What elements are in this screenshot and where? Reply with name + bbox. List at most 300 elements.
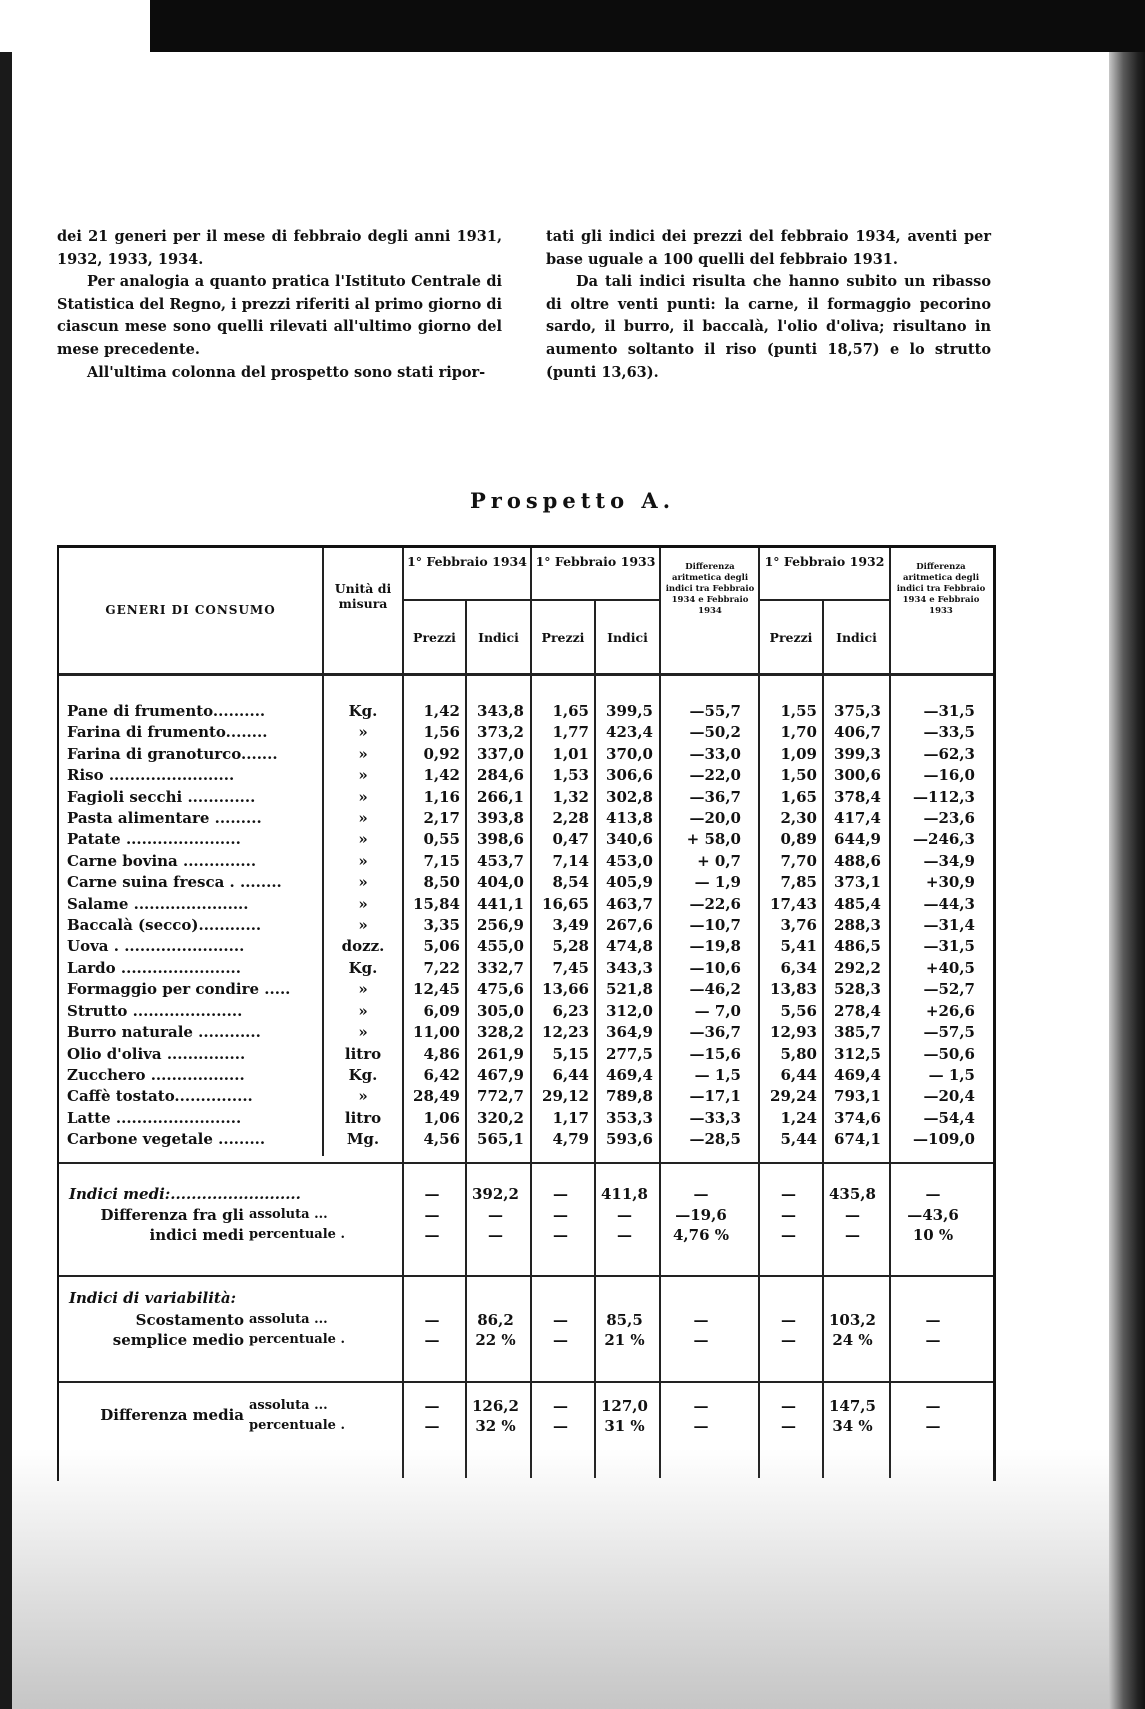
table-cell: 5,41 bbox=[780, 937, 817, 956]
summary-cell: —19,6 bbox=[675, 1206, 727, 1224]
table-cell: 404,0 bbox=[477, 873, 524, 892]
table-cell: 1,32 bbox=[552, 787, 589, 806]
table-cell: —50,2 bbox=[689, 723, 741, 742]
table-cell: 378,4 bbox=[834, 787, 881, 806]
summary-cell: — bbox=[781, 1226, 796, 1244]
summary-cell: — bbox=[925, 1397, 941, 1415]
summary-cell: — bbox=[424, 1311, 440, 1329]
table-row-label: Baccalà (secco)............ bbox=[67, 916, 262, 935]
table-cell: —22,6 bbox=[689, 894, 741, 913]
indici-medi-label: Indici medi:......................... bbox=[69, 1185, 301, 1203]
table-cell: 6,23 bbox=[552, 1001, 589, 1020]
table-cell: 772,7 bbox=[477, 1087, 524, 1106]
table-cell: 373,2 bbox=[477, 723, 524, 742]
summary-cell: — bbox=[925, 1311, 941, 1329]
table-cell: 521,8 bbox=[606, 980, 653, 999]
table-cell: — 7,0 bbox=[694, 1001, 741, 1020]
diff-medi-label: Differenza fra gli indici medi bbox=[100, 1206, 244, 1244]
summary-cell: — bbox=[488, 1226, 503, 1244]
table-cell: 6,44 bbox=[552, 1065, 589, 1084]
table-cell: 8,54 bbox=[552, 873, 589, 892]
table-cell: 3,76 bbox=[780, 916, 817, 935]
diff-media-sub bbox=[249, 1396, 345, 1436]
table-cell: —16,0 bbox=[923, 766, 975, 785]
table-row-label: Carbone vegetale ......... bbox=[67, 1130, 266, 1149]
table-cell: —54,4 bbox=[923, 1108, 975, 1127]
table-cell: litro bbox=[344, 1108, 382, 1127]
variabilita-label: Indici di variabilità: bbox=[69, 1289, 237, 1307]
table-row-label: Pasta alimentare ......... bbox=[67, 809, 262, 828]
table-cell: 486,5 bbox=[834, 937, 881, 956]
table-cell: 29,24 bbox=[770, 1087, 817, 1106]
table-cell: 312,5 bbox=[834, 1044, 881, 1063]
summary-cell: — bbox=[553, 1311, 568, 1329]
table-cell: —57,5 bbox=[923, 1023, 975, 1042]
table-cell: 374,6 bbox=[834, 1108, 881, 1127]
paragraph: All'ultima colonna del prospetto sono stati ripor- bbox=[87, 363, 486, 381]
table-cell: —23,6 bbox=[923, 809, 975, 828]
table-cell: » bbox=[358, 809, 368, 828]
paragraph: Per analogia a quanto pratica l'Istituto Centrale di Statistica del Regno, i prezzi riferiti al primo giorno di ciascun mese sono quelli rilevati all'ultimo giorno del mese precedente. bbox=[57, 273, 502, 358]
table-cell: 423,4 bbox=[606, 723, 653, 742]
table-cell: 453,0 bbox=[606, 851, 653, 870]
label-assoluto: assoluta ... bbox=[249, 1312, 328, 1327]
table-cell: 312,0 bbox=[606, 1001, 653, 1020]
table-row-label: Farina di granoturco....... bbox=[67, 744, 278, 763]
table-cell: —10,6 bbox=[689, 958, 741, 977]
summary-cell: — bbox=[693, 1185, 709, 1203]
table-cell: 328,2 bbox=[477, 1023, 524, 1042]
summary-cell: — bbox=[424, 1226, 440, 1244]
table-cell: 292,2 bbox=[834, 958, 881, 977]
summary-cell: — bbox=[925, 1417, 941, 1435]
table-cell: 405,9 bbox=[606, 873, 653, 892]
table-cell: Kg. bbox=[348, 1065, 378, 1084]
table-cell: 2,28 bbox=[552, 809, 589, 828]
paragraph: Da tali indici risulta che hanno subito un ribasso di oltre venti punti: la carne, il formaggio pecorino sardo, il burro, il baccalà, l'olio d'oliva; risultano in aumento soltanto il riso (punti 18,57) e lo strutto (punti 13,63). bbox=[546, 273, 991, 381]
table-cell: 528,3 bbox=[834, 980, 881, 999]
header-indici-32: Indici bbox=[836, 630, 877, 645]
table-cell: 0,55 bbox=[423, 830, 460, 849]
table-row-label: Carne bovina .............. bbox=[67, 851, 257, 870]
header-feb1934: 1° Febbraio 1934 bbox=[407, 554, 527, 569]
table-cell: 467,9 bbox=[477, 1065, 524, 1084]
table-cell: » bbox=[358, 851, 368, 870]
table-cell: 455,0 bbox=[477, 937, 524, 956]
table-cell: 2,30 bbox=[780, 809, 817, 828]
table-cell: —46,2 bbox=[689, 980, 741, 999]
table-cell: 332,7 bbox=[477, 958, 524, 977]
table-cell: —17,1 bbox=[689, 1087, 741, 1106]
table-cell: 417,4 bbox=[834, 809, 881, 828]
table-cell: 7,22 bbox=[423, 958, 460, 977]
table-cell: + 58,0 bbox=[686, 830, 741, 849]
table-cell: 7,85 bbox=[780, 873, 817, 892]
table-cell: 413,8 bbox=[606, 809, 653, 828]
summary-cell: 21 % bbox=[604, 1331, 645, 1349]
scan-left-border bbox=[0, 52, 12, 1709]
table-row-label: Riso ........................ bbox=[67, 766, 235, 785]
table-cell: 305,0 bbox=[477, 1001, 524, 1020]
table-cell: 1,06 bbox=[423, 1108, 460, 1127]
table-cell: —44,3 bbox=[923, 894, 975, 913]
table-cell: » bbox=[358, 1023, 368, 1042]
table-cell: 12,93 bbox=[770, 1023, 817, 1042]
table-cell: 375,3 bbox=[834, 702, 881, 720]
table-cell: 266,1 bbox=[477, 787, 524, 806]
table-cell: 398,6 bbox=[477, 830, 524, 849]
table-cell: 288,3 bbox=[834, 916, 881, 935]
table-cell: + 0,7 bbox=[697, 851, 741, 870]
table-cell: 593,6 bbox=[606, 1130, 653, 1149]
table-cell: 364,9 bbox=[606, 1023, 653, 1042]
table-cell: 256,9 bbox=[477, 916, 524, 935]
table-row-label: Olio d'oliva ............... bbox=[67, 1044, 246, 1063]
summary-cell: — bbox=[424, 1206, 440, 1224]
table-cell: 28,49 bbox=[413, 1087, 460, 1106]
header-prezzi-32: Prezzi bbox=[769, 630, 813, 645]
table-cell: 370,0 bbox=[606, 744, 653, 763]
table-cell: 1,53 bbox=[552, 766, 589, 785]
table-cell: 7,45 bbox=[552, 958, 589, 977]
prospetto-table bbox=[57, 545, 996, 1481]
table-cell: Kg. bbox=[348, 702, 378, 720]
table-cell: 5,44 bbox=[780, 1130, 817, 1149]
label-assoluta: assoluta ... bbox=[249, 1207, 328, 1222]
table-cell: » bbox=[358, 723, 368, 742]
table-cell: —246,3 bbox=[913, 830, 975, 849]
scan-right-border bbox=[1109, 52, 1145, 1709]
summary-cell: 34 % bbox=[832, 1417, 873, 1435]
table-cell: 284,6 bbox=[477, 766, 524, 785]
summary-cell: — bbox=[424, 1397, 440, 1415]
table-cell: —31,4 bbox=[923, 916, 975, 935]
table-cell: —33,3 bbox=[689, 1108, 741, 1127]
table-row-label: Formaggio per condire ..... bbox=[67, 980, 291, 999]
table-cell: 565,1 bbox=[477, 1130, 524, 1149]
table-cell: 373,1 bbox=[834, 873, 881, 892]
table-cell: 1,70 bbox=[780, 723, 817, 742]
label-percentuale: percentuale . bbox=[249, 1332, 345, 1347]
table-cell: —33,5 bbox=[923, 723, 975, 742]
table-cell: 1,65 bbox=[552, 702, 589, 720]
table-cell: —31,5 bbox=[923, 702, 975, 720]
table-row-label: Fagioli secchi ............. bbox=[67, 787, 256, 806]
table-cell: —20,4 bbox=[923, 1087, 975, 1106]
summary-cell: 147,5 bbox=[829, 1397, 876, 1415]
summary-cell: — bbox=[781, 1397, 796, 1415]
table-cell: 7,70 bbox=[780, 851, 817, 870]
table-row-label: Lardo ....................... bbox=[67, 958, 241, 977]
text-column-left bbox=[57, 226, 502, 384]
table-cell: 474,8 bbox=[606, 937, 653, 956]
header-diff-2: Differenza aritmetica degli indici tra Febbraio 1934 e Febbraio 1933 bbox=[896, 562, 986, 616]
table-cell: 1,09 bbox=[780, 744, 817, 763]
table-cell: 343,8 bbox=[477, 702, 524, 720]
table-cell: 5,06 bbox=[423, 937, 460, 956]
label-percentuale: percentuale . bbox=[249, 1227, 345, 1242]
table-cell: » bbox=[358, 916, 368, 935]
table-cell: —33,0 bbox=[689, 744, 741, 763]
table-cell: 1,17 bbox=[552, 1108, 589, 1127]
table-cell: 485,4 bbox=[834, 894, 881, 913]
table-cell: » bbox=[358, 980, 368, 999]
table-cell: 5,28 bbox=[552, 937, 589, 956]
table-cell: 5,56 bbox=[780, 1001, 817, 1020]
table-cell: 488,6 bbox=[834, 851, 881, 870]
table-cell: 1,77 bbox=[552, 723, 589, 742]
table-cell: 337,0 bbox=[477, 744, 524, 763]
summary-cell: — bbox=[617, 1206, 632, 1224]
summary-cell: 4,76 % bbox=[672, 1226, 729, 1244]
table-cell: » bbox=[358, 766, 368, 785]
table-cell: 6,09 bbox=[423, 1001, 460, 1020]
table-cell: 340,6 bbox=[606, 830, 653, 849]
table-cell: 789,8 bbox=[606, 1087, 653, 1106]
table-cell: —36,7 bbox=[689, 787, 741, 806]
header-feb1932: 1° Febbraio 1932 bbox=[764, 554, 885, 569]
table-cell: —55,7 bbox=[689, 702, 741, 720]
table-cell: 12,45 bbox=[413, 980, 460, 999]
table-cell: 441,1 bbox=[477, 894, 524, 913]
table-cell: +30,9 bbox=[925, 873, 975, 892]
scostamento-label: Scostamento semplice medio bbox=[112, 1311, 244, 1349]
table-cell: 16,65 bbox=[542, 894, 589, 913]
summary-cell: — bbox=[845, 1206, 860, 1224]
table-row-label: Patate ...................... bbox=[67, 830, 241, 849]
summary-cell: — bbox=[925, 1331, 941, 1349]
table-cell: —112,3 bbox=[913, 787, 975, 806]
table-cell: — 1,5 bbox=[928, 1065, 975, 1084]
table-cell: 1,50 bbox=[780, 766, 817, 785]
table-row-label: Pane di frumento.......... bbox=[67, 702, 266, 720]
summary-cell: 103,2 bbox=[829, 1311, 876, 1329]
table-cell: 399,5 bbox=[606, 702, 653, 720]
summary-cell: — bbox=[845, 1226, 860, 1244]
label-assoluta: assoluta ... bbox=[249, 1398, 328, 1413]
table-cell: — 1,5 bbox=[694, 1065, 741, 1084]
table-cell: 4,79 bbox=[552, 1130, 589, 1149]
table-cell: 644,9 bbox=[834, 830, 881, 849]
table-cell: —36,7 bbox=[689, 1023, 741, 1042]
table-cell: » bbox=[358, 873, 368, 892]
paragraph: dei 21 generi per il mese di febbraio degli anni 1931, 1932, 1933, 1934. bbox=[57, 228, 502, 268]
table-cell: 1,65 bbox=[780, 787, 817, 806]
table-cell: » bbox=[358, 830, 368, 849]
summary-cell: — bbox=[781, 1206, 796, 1224]
summary-cell: 86,2 bbox=[477, 1311, 514, 1329]
table-cell: 1,42 bbox=[423, 766, 460, 785]
table-cell: 469,4 bbox=[606, 1065, 653, 1084]
table-cell: 7,14 bbox=[552, 851, 589, 870]
table-cell: 2,17 bbox=[423, 809, 460, 828]
table-cell: 261,9 bbox=[477, 1044, 524, 1063]
table-cell: 1,24 bbox=[780, 1108, 817, 1127]
summary-cell: — bbox=[693, 1417, 709, 1435]
table-cell: 393,8 bbox=[477, 809, 524, 828]
summary-cell: — bbox=[617, 1226, 632, 1244]
summary-cell: — bbox=[553, 1397, 568, 1415]
summary-cell: 24 % bbox=[832, 1331, 873, 1349]
header-generi: GENERI DI CONSUMO bbox=[105, 603, 276, 617]
summary-cell: — bbox=[424, 1331, 440, 1349]
summary-cell: — bbox=[781, 1331, 796, 1349]
summary-cell: — bbox=[424, 1185, 440, 1203]
table-cell: 1,16 bbox=[423, 787, 460, 806]
table-cell: 277,5 bbox=[606, 1044, 653, 1063]
table-cell: 4,56 bbox=[423, 1130, 460, 1149]
table-cell: 406,7 bbox=[834, 723, 881, 742]
table-cell: 399,3 bbox=[834, 744, 881, 763]
summary-cell: — bbox=[553, 1226, 568, 1244]
summary-cell: 85,5 bbox=[606, 1311, 643, 1329]
table-cell: 343,3 bbox=[606, 958, 653, 977]
table-row-label: Farina di frumento........ bbox=[67, 723, 268, 742]
table-row-label: Burro naturale ............ bbox=[67, 1023, 261, 1042]
summary-cell: — bbox=[693, 1397, 709, 1415]
table-cell: 1,55 bbox=[780, 702, 817, 720]
scan-top-border bbox=[0, 0, 1145, 52]
table-cell: 320,2 bbox=[477, 1108, 524, 1127]
header-unita: Unità di misura bbox=[334, 581, 392, 611]
table-cell: —22,0 bbox=[689, 766, 741, 785]
table-title: Prospetto A. bbox=[469, 488, 676, 513]
table-cell: 674,1 bbox=[834, 1130, 881, 1149]
summary-cell: 31 % bbox=[604, 1417, 645, 1435]
table-cell: litro bbox=[344, 1044, 382, 1063]
table-cell: —19,8 bbox=[689, 937, 741, 956]
table-cell: » bbox=[358, 1087, 368, 1106]
table-row-label: Salame ...................... bbox=[67, 894, 249, 913]
table-cell: 15,84 bbox=[413, 894, 460, 913]
diff-medi-sub bbox=[249, 1205, 345, 1245]
summary-cell: 10 % bbox=[912, 1226, 954, 1244]
summary-cell: —43,6 bbox=[907, 1206, 959, 1224]
table-cell: 385,7 bbox=[834, 1023, 881, 1042]
table-cell: —10,7 bbox=[689, 916, 741, 935]
table-cell: 17,43 bbox=[770, 894, 817, 913]
scan-shading bbox=[12, 1449, 1109, 1709]
table-cell: +26,6 bbox=[925, 1001, 975, 1020]
table-cell: » bbox=[358, 787, 368, 806]
table-cell: » bbox=[358, 894, 368, 913]
label-percentuale: percentuale . bbox=[249, 1418, 345, 1433]
table-cell: 3,49 bbox=[552, 916, 589, 935]
table-cell: 1,56 bbox=[423, 723, 460, 742]
table-cell: dozz. bbox=[341, 937, 385, 956]
table-cell: 0,92 bbox=[423, 744, 460, 763]
summary-cell: 126,2 bbox=[472, 1397, 519, 1415]
paragraph: tati gli indici dei prezzi del febbraio 1934, aventi per base uguale a 100 quelli del febbraio 1931. bbox=[546, 228, 991, 268]
summary-cell: — bbox=[553, 1185, 568, 1203]
table-row-label: Strutto ..................... bbox=[67, 1001, 243, 1020]
table-cell: 12,23 bbox=[542, 1023, 589, 1042]
table-cell: 7,15 bbox=[423, 851, 460, 870]
table-cell: 475,6 bbox=[477, 980, 524, 999]
table-cell: 29,12 bbox=[542, 1087, 589, 1106]
table-cell: —20,0 bbox=[689, 809, 741, 828]
table-cell: 8,50 bbox=[423, 873, 460, 892]
table-cell: 5,80 bbox=[780, 1044, 817, 1063]
summary-cell: 392,2 bbox=[472, 1185, 519, 1203]
diff-media-label: Differenza media bbox=[100, 1406, 244, 1424]
table-cell: 463,7 bbox=[606, 894, 653, 913]
table-cell: 267,6 bbox=[606, 916, 653, 935]
summary-cell: 22 % bbox=[475, 1331, 516, 1349]
table-cell: —34,9 bbox=[923, 851, 975, 870]
table-row-label: Caffè tostato............... bbox=[67, 1087, 253, 1106]
table-cell: —31,5 bbox=[923, 937, 975, 956]
summary-cell: — bbox=[553, 1206, 568, 1224]
scostamento-sub bbox=[249, 1310, 345, 1350]
header-indici-33: Indici bbox=[607, 630, 648, 645]
summary-cell: — bbox=[781, 1185, 796, 1203]
table-cell: —28,5 bbox=[689, 1130, 741, 1149]
table-cell: 302,8 bbox=[606, 787, 653, 806]
table-cell: 0,89 bbox=[780, 830, 817, 849]
table-row-label: Latte ........................ bbox=[67, 1108, 242, 1127]
table-cell: 0,47 bbox=[552, 830, 589, 849]
summary-cell: — bbox=[781, 1311, 796, 1329]
summary-cell: — bbox=[693, 1331, 709, 1349]
text-column-right bbox=[546, 226, 991, 384]
summary-cell: 411,8 bbox=[601, 1185, 648, 1203]
summary-cell: 127,0 bbox=[601, 1397, 648, 1415]
summary-cell: — bbox=[553, 1417, 568, 1435]
table-cell: Mg. bbox=[346, 1130, 380, 1149]
header-prezzi-33: Prezzi bbox=[541, 630, 585, 645]
table-cell: 5,15 bbox=[552, 1044, 589, 1063]
table-cell: — 1,9 bbox=[694, 873, 741, 892]
summary-cell: — bbox=[424, 1417, 440, 1435]
summary-cell: — bbox=[553, 1331, 568, 1349]
table-cell: 3,35 bbox=[423, 916, 460, 935]
table-cell: —109,0 bbox=[913, 1130, 975, 1149]
summary-cell: 435,8 bbox=[829, 1185, 876, 1203]
table-cell: 6,34 bbox=[780, 958, 817, 977]
table-cell: 353,3 bbox=[606, 1108, 653, 1127]
table-cell: 1,42 bbox=[423, 702, 460, 720]
table-cell: 4,86 bbox=[423, 1044, 460, 1063]
header-indici-34: Indici bbox=[478, 630, 519, 645]
table-cell: 13,83 bbox=[770, 980, 817, 999]
table-cell: 306,6 bbox=[606, 766, 653, 785]
table-cell: 11,00 bbox=[413, 1023, 460, 1042]
table-cell: 469,4 bbox=[834, 1065, 881, 1084]
header-feb1933: 1° Febbraio 1933 bbox=[535, 554, 656, 569]
table-cell: —15,6 bbox=[689, 1044, 741, 1063]
summary-cell: — bbox=[925, 1185, 941, 1203]
table-cell: Kg. bbox=[348, 958, 378, 977]
table-cell: » bbox=[358, 1001, 368, 1020]
summary-cell: — bbox=[693, 1311, 709, 1329]
header-prezzi-34: Prezzi bbox=[413, 630, 456, 645]
table-cell: 6,44 bbox=[780, 1065, 817, 1084]
table-cell: —52,7 bbox=[923, 980, 975, 999]
header-diff-1: Differenza aritmetica degli indici tra Febbraio 1934 e Febbraio 1934 bbox=[665, 562, 755, 616]
table-row-label: Uova . ....................... bbox=[67, 937, 245, 956]
table-cell: 6,42 bbox=[423, 1065, 460, 1084]
table-cell: 1,01 bbox=[552, 744, 589, 763]
table-cell: 278,4 bbox=[834, 1001, 881, 1020]
table-row-label: Zucchero .................. bbox=[67, 1065, 245, 1084]
table-cell: 300,6 bbox=[834, 766, 881, 785]
summary-cell: 32 % bbox=[475, 1417, 516, 1435]
table-cell: 453,7 bbox=[477, 851, 524, 870]
table-cell: » bbox=[358, 744, 368, 763]
table-cell: —50,6 bbox=[923, 1044, 975, 1063]
summary-cell: — bbox=[781, 1417, 796, 1435]
